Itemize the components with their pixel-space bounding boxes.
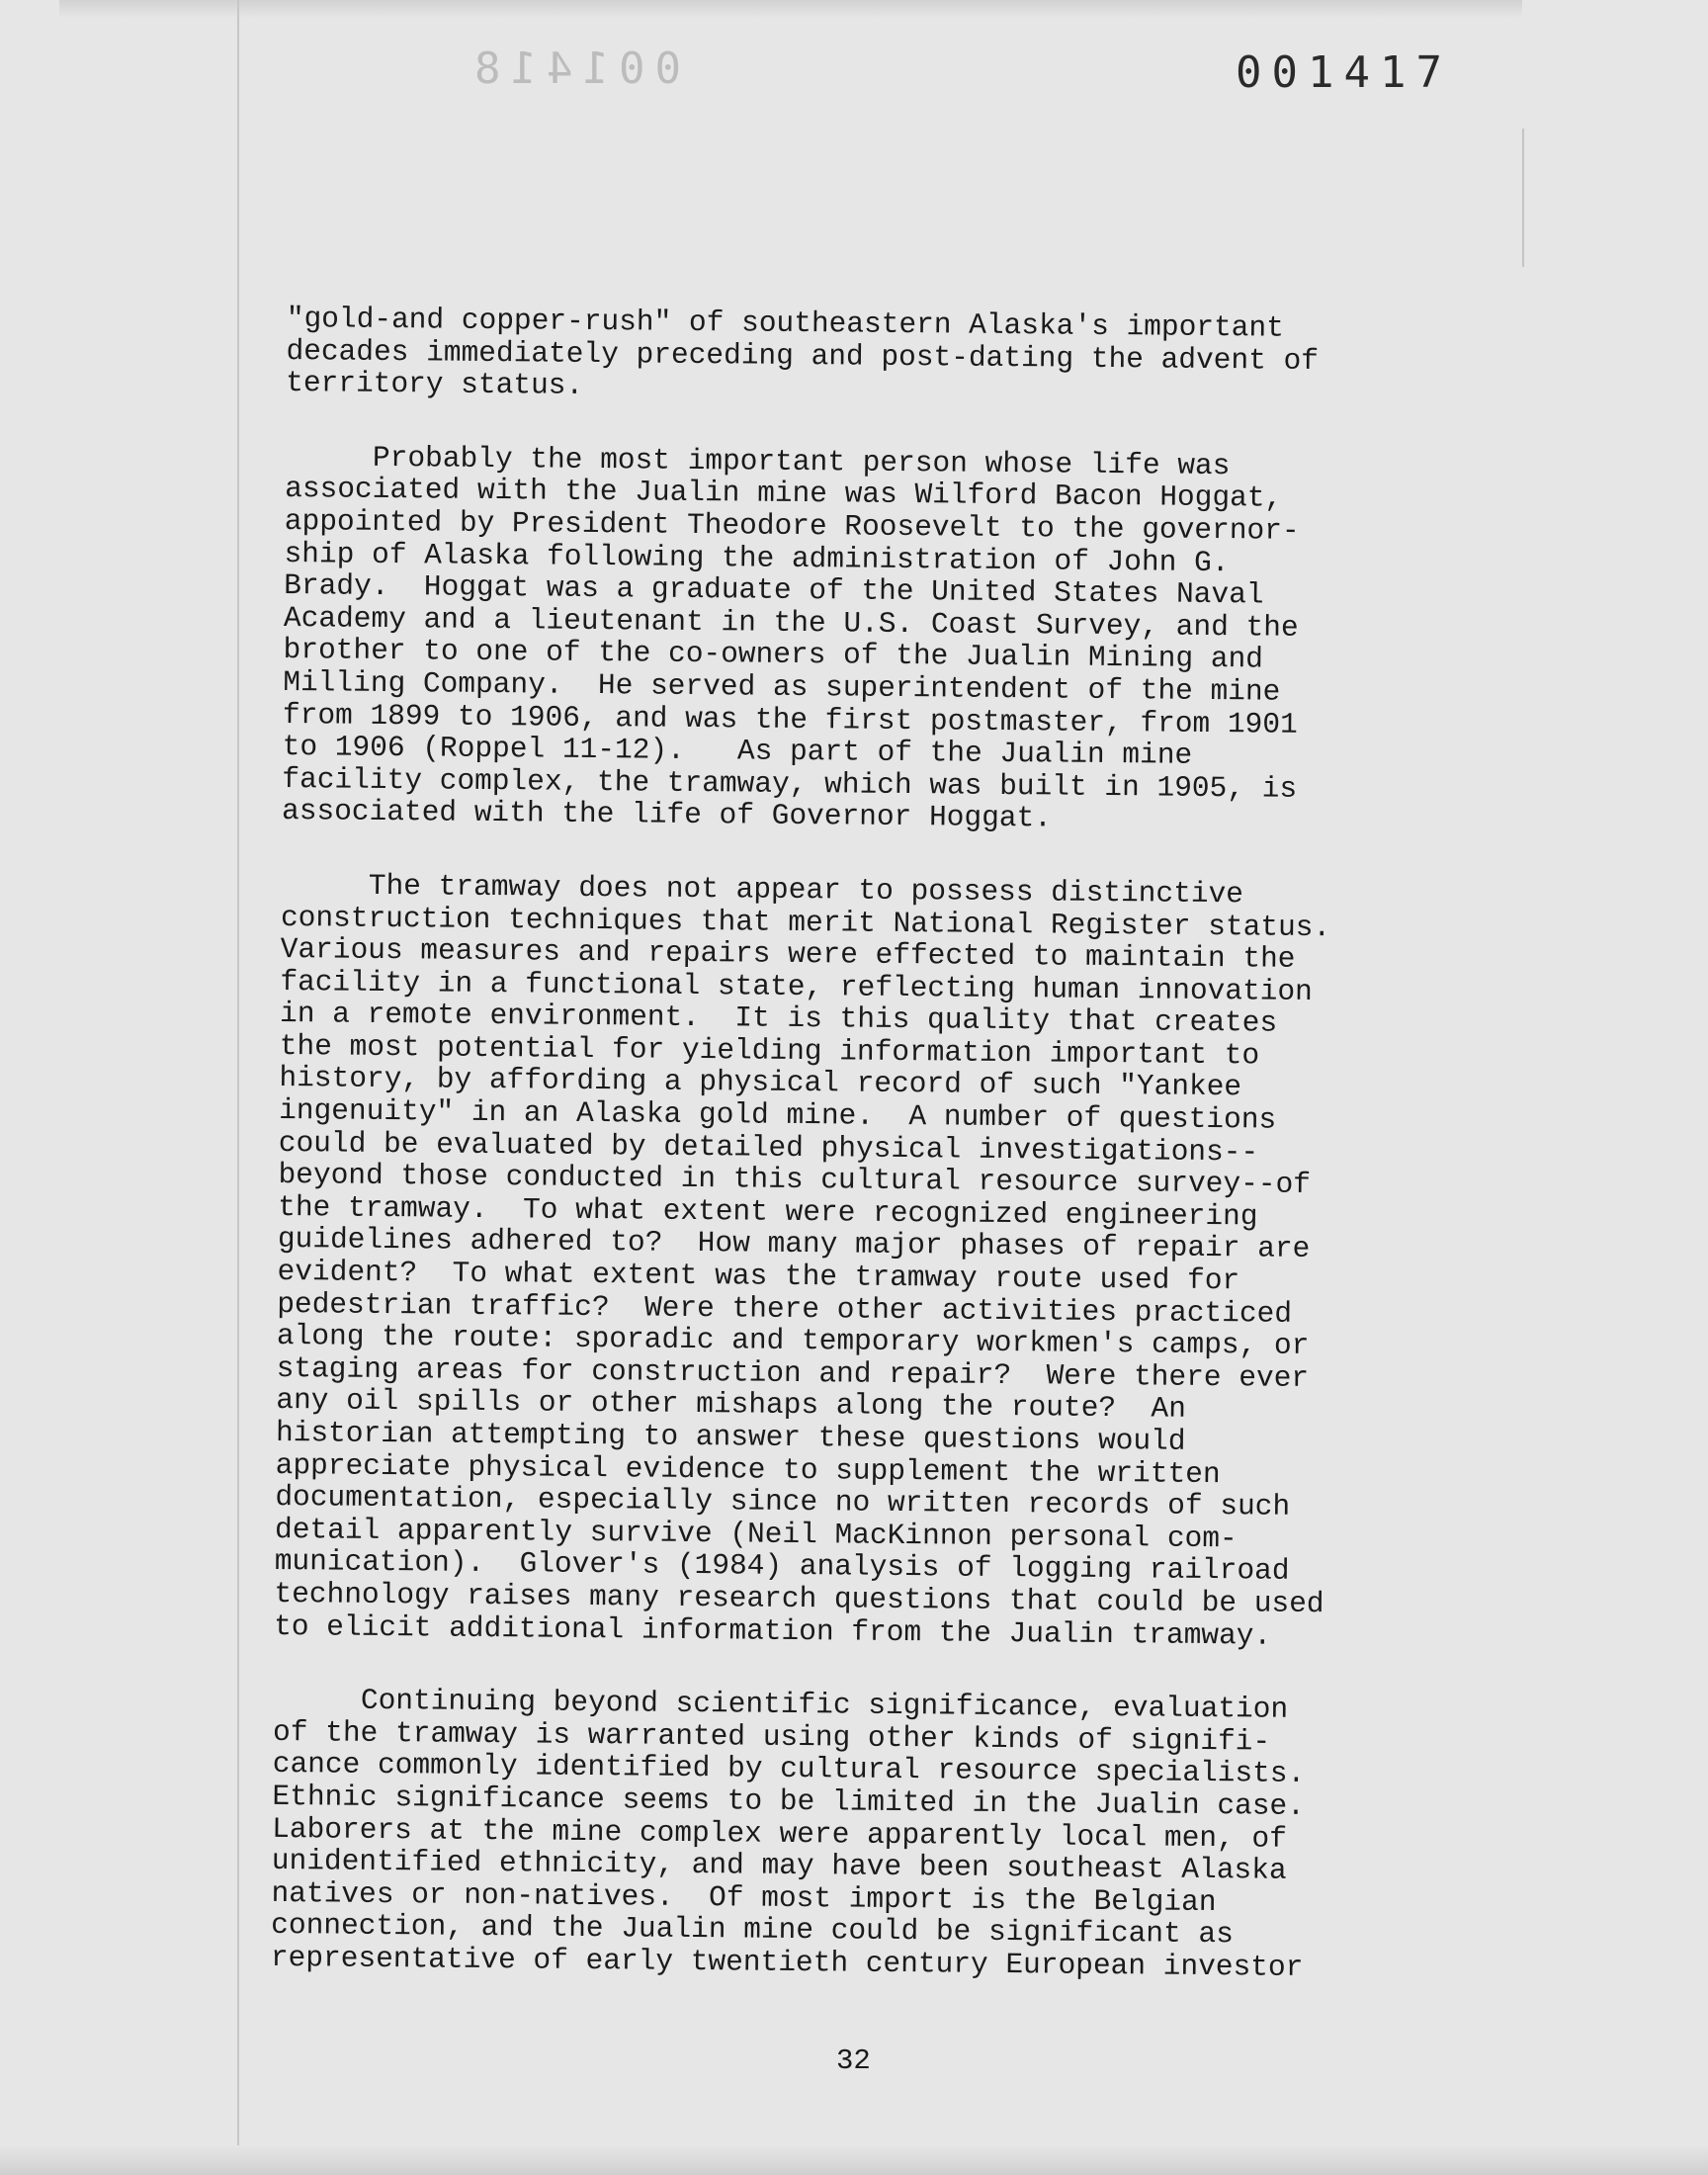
scan-bottom-shadow	[0, 2145, 1708, 2175]
page-number: 32	[836, 2044, 871, 2077]
paragraph-3: The tramway does not appear to possess distinctive construction techniques that merit National Register status. Various measures and repairs were effected to maintain the facility in a functional state, reflecting human innovation in a remote environment. It is this quality that creates the most potential for yielding information important to history, by affording a physical record of such "Yankee ingenuity" in an Alaska gold mine. A number of questions could be evaluated by detailed physical investigations-- beyond those conducted in this cultural resource survey--of the tramway. To what extent were recognized engineering guidelines adhered to? How many major phases of repair are evident? To what extent was the tramway route used for pedestrian traffic? Were there other activities practiced along the route: sporadic and temporary workmen's camps, or staging areas for construction and repair? Were there ever any oil spills or other mishaps along the route? An historian attempting to answer these questions would appreciate physical evidence to supplement the written documentation, especially since no written records of such detail apparently survive (Neil MacKinnon personal com- munication). Glover's (1984) analysis of logging railroad technology raises many research questions that could be used to elicit additional information from the Jualin tramway.	[273, 867, 1331, 1653]
scan-left-edge	[237, 0, 239, 2175]
document-number-stamp: 001417	[1236, 47, 1452, 98]
paragraph-4: Continuing beyond scientific significance, evaluation of the tramway is warranted using other kinds of signifi- cance commonly identified by cultural resource specialists. Ethnic significance seems to be limited in the Jualin case. Laborers at the mine complex were apparently local men, of unidentified ethnicity, and may have been southeast Alaska natives or non-natives. Of most import is the Belgian connection, and the Jualin mine could be significant as representative of early twentieth century European investor	[270, 1683, 1306, 1984]
paragraph-2: Probably the most important person whose life was associated with the Jualin mine was Wilford Bacon Hoggat, appointed by President Theodore Roosevelt to the governor- ship of Alaska following the administration of John G. Brady. Hoggat was a graduate of the United States Naval Academy and a lieutenant in the U.S. Coast Survey, and the brother to one of the co-owners of the Jualin Mining and Milling Company. He served as superintendent of the mine from 1899 to 1906, and was the first postmaster, from 1901 to 1906 (Roppel 11-12). As part of the Jualin mine facility complex, the tramway, which was built in 1905, is associated with the life of Governor Hoggat.	[281, 439, 1300, 835]
paragraph-1: "gold-and copper-rush" of southeastern Alaska's important decades immediately preceding and post-dating the advent of territory status.	[286, 302, 1320, 403]
bleedthrough-stamp: 001418	[465, 44, 681, 94]
scan-right-mark	[1522, 129, 1524, 267]
body-text	[271, 303, 1483, 1985]
scan-streak	[59, 0, 1522, 18]
